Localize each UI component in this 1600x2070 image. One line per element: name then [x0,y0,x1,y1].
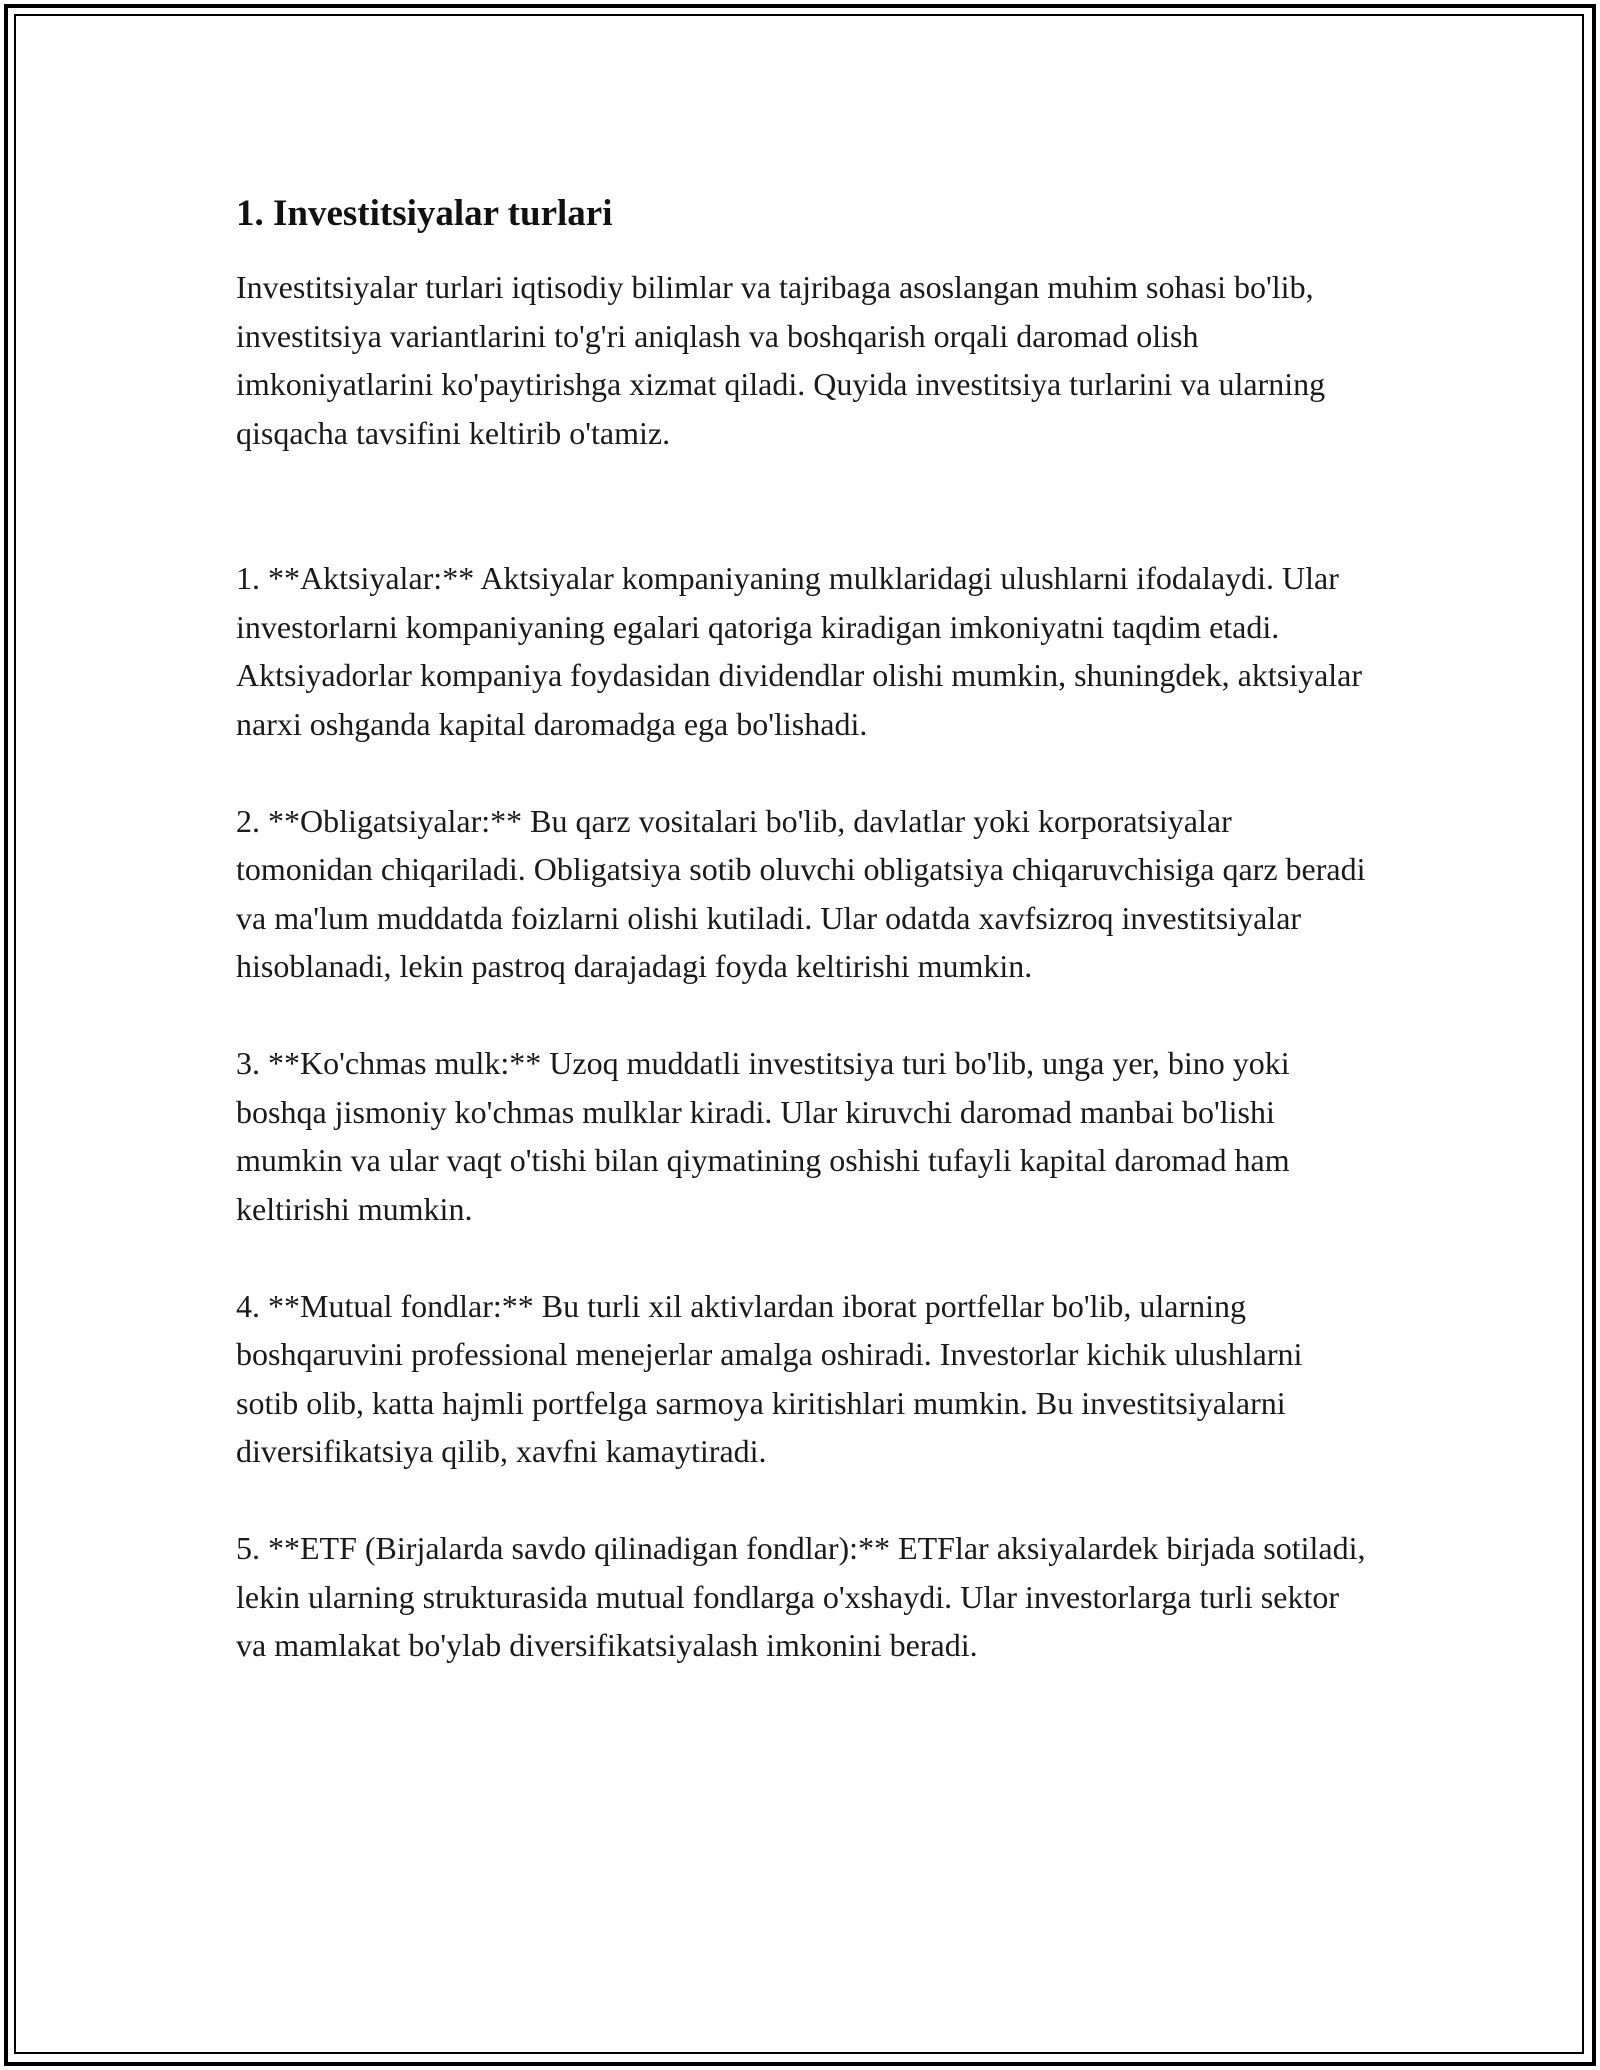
document-body [236,185,1366,1670]
list-item-mutual-funds: 4. **Mutual fondlar:** Bu turli xil aktivlardan iborat portfellar bo'lib, ularning boshqaruvini professional menejerlar amalga oshiradi. Investorlar kichik ulushlarni sotib olib, katta hajmli portfelga sarmoya kiritishlari mumkin. Bu investitsiyalarni diversifikatsiya qilib, xavfni kamaytiradi. [236,1287,1303,1469]
list-item-real-estate: 3. **Ko'chmas mulk:** Uzoq muddatli investitsiya turi bo'lib, unga yer, bino yoki boshqa jismoniy ko'chmas mulklar kiradi. Ular kiruvchi daromad manbai bo'lishi mumkin va ular vaqt o'tishi bilan qiymatining oshishi tufayli kapital daromad ham keltirishi mumkin. [236,1045,1290,1227]
list-item-etf: 5. **ETF (Birjalarda savdo qilinadigan fondlar):** ETFlar aksiyalardek birjada sotiladi, lekin ularning strukturasida mutual fondlarga o'xshaydi. Ular investorlarga turli sektor va mamlakat bo'ylab diversifikatsiyalash imkonini beradi. [236,1530,1366,1663]
section-heading: 1. Investitsiyalar turlari [236,193,613,234]
intro-paragraph: Investitsiyalar turlari iqtisodiy bilimlar va tajribaga asoslangan muhim sohasi bo'lib, investitsiya variantlarini to'g'ri aniqlash va boshqarish orqali daromad olish imkoniyatlarini ko'paytirishga xizmat qiladi. Quyida investitsiya turlarini va ularning qisqacha tavsifini keltirib o'tamiz. [236,269,1326,451]
list-item-bonds: 2. **Obligatsiyalar:** Bu qarz vositalari bo'lib, davlatlar yoki korporatsiyalar tomonidan chiqariladi. Obligatsiya sotib oluvchi obligatsiya chiqaruvchisiga qarz beradi va ma'lum muddatda foizlarni olishi kutiladi. Ular odatda xavfsizroq investitsiyalar hisoblanadi, lekin pastroq darajadagi foyda keltirishi mumkin. [236,802,1366,984]
list-item-stocks: 1. **Aktsiyalar:** Aktsiyalar kompaniyaning mulklaridagi ulushlarni ifodalaydi. Ular investorlarni kompaniyaning egalari qatoriga kiradigan imkoniyatni taqdim etadi. Aktsiyadorlar kompaniya foydasidan dividendlar olishi mumkin, shuningdek, aktsiyalar narxi oshganda kapital daromadga ega bo'lishadi. [236,560,1363,742]
